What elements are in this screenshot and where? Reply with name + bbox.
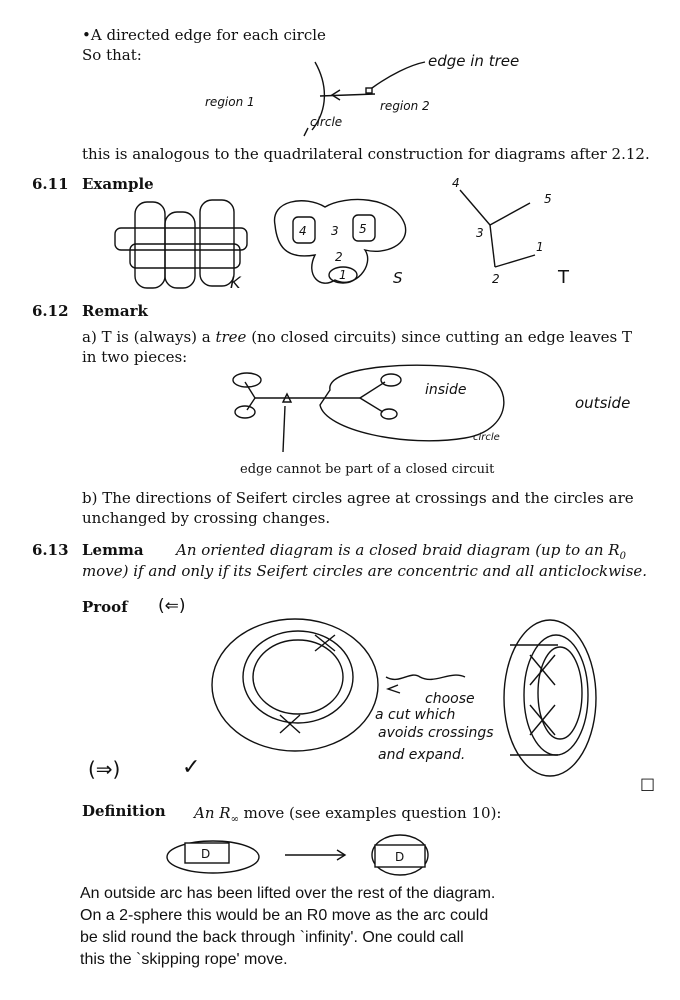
note-line4: and expand. bbox=[378, 747, 466, 763]
section-613-number: 6.13 bbox=[32, 541, 69, 559]
so-that: So that: bbox=[82, 46, 142, 64]
proof-direction: (⇐) bbox=[158, 596, 186, 616]
concentric-figure bbox=[210, 615, 680, 785]
middle-circle bbox=[243, 631, 353, 723]
tree-cut-figure bbox=[225, 360, 665, 460]
k-label: K bbox=[230, 273, 241, 292]
pointer-line bbox=[372, 62, 425, 88]
remark-b-line2: unchanged by crossing changes. bbox=[82, 509, 331, 527]
leaf-edge-1 bbox=[245, 382, 255, 398]
section-612-number: 6.12 bbox=[32, 302, 69, 320]
left-d-label: D bbox=[201, 847, 211, 861]
inner-edge-2 bbox=[360, 398, 383, 412]
remark-a-prefix: a) T is (always) a bbox=[82, 328, 216, 346]
inner-circle bbox=[253, 640, 343, 714]
s-label-3: 3 bbox=[331, 224, 339, 238]
caption-line4: this the `skipping rope' move. bbox=[80, 951, 288, 968]
note-line2: a cut which bbox=[375, 707, 456, 723]
caption-line3: be slid round the back through `infinity'. One could call bbox=[80, 929, 464, 946]
circle-pointer bbox=[304, 128, 308, 136]
t-node-2: 2 bbox=[492, 272, 500, 286]
squiggle bbox=[386, 675, 465, 679]
edge-in-tree-label: edge in tree bbox=[428, 52, 520, 70]
tree-edge-3 bbox=[490, 225, 495, 267]
t-label: T bbox=[558, 267, 569, 288]
definition-text bbox=[194, 804, 501, 829]
s-label-5: 5 bbox=[359, 222, 367, 236]
caption-line1: An outside arc has been lifted over the rest of the diagram. bbox=[80, 885, 496, 902]
lemma-line2: move) if and only if its Seifert circles are concentric and all anticlockwise. bbox=[82, 562, 648, 580]
section-611-title: Example bbox=[82, 175, 154, 193]
s-label-4: 4 bbox=[299, 224, 307, 238]
region1-label: region 1 bbox=[205, 95, 255, 109]
remark-a-tree: tree bbox=[215, 328, 247, 346]
crossing-1 bbox=[280, 715, 300, 733]
circle-label: circle bbox=[310, 115, 343, 129]
lemma-r0-sub: 0 bbox=[619, 551, 626, 562]
inside-circle bbox=[320, 365, 504, 441]
outer-circle bbox=[212, 619, 378, 751]
t-node-4: 4 bbox=[452, 176, 460, 190]
edge-caption: edge cannot be part of a closed circuit bbox=[240, 462, 495, 477]
knot-lobe-1 bbox=[135, 202, 165, 288]
inner-leaf-2 bbox=[381, 409, 397, 419]
note-line3: avoids crossings bbox=[378, 725, 494, 741]
caption-pointer bbox=[283, 406, 285, 452]
s-label: S bbox=[393, 269, 403, 287]
s-label-2: 2 bbox=[335, 250, 343, 264]
tree-t-figure bbox=[440, 175, 600, 295]
analogous-text: this is analogous to the quadrilateral construction for diagrams after 2.12. bbox=[82, 145, 650, 163]
bullet-line: •A directed edge for each circle bbox=[82, 26, 326, 44]
bullet-text: A directed edge for each circle bbox=[90, 26, 326, 44]
directed-edge-figure bbox=[200, 50, 560, 140]
edge-marker bbox=[366, 88, 372, 93]
d-inner bbox=[538, 647, 582, 739]
check-mark: ✓ bbox=[182, 755, 201, 780]
remark-a-rest: (no closed circuits) since cutting an edge leaves T bbox=[246, 328, 632, 346]
note-line1: choose bbox=[425, 691, 475, 707]
tree-edge-4 bbox=[460, 190, 490, 225]
d-mid bbox=[524, 635, 588, 755]
tree-edge-1 bbox=[495, 255, 535, 267]
inner-leaf-1 bbox=[381, 374, 401, 386]
remark-a-line1 bbox=[82, 328, 632, 346]
remark-b-line1: b) The directions of Seifert circles agree at crossings and the circles are bbox=[82, 489, 634, 507]
section-612-title: Remark bbox=[82, 302, 148, 320]
s-label-1: 1 bbox=[339, 268, 347, 282]
definition-pre: An R bbox=[194, 804, 231, 822]
region2-label: region 2 bbox=[380, 99, 430, 113]
proof-label: Proof bbox=[82, 598, 128, 616]
knot-lobe-3 bbox=[200, 200, 234, 286]
tree-edge bbox=[320, 94, 375, 96]
outside-label: outside bbox=[575, 394, 631, 412]
t-node-1: 1 bbox=[536, 240, 544, 254]
knot-k-figure bbox=[110, 190, 260, 300]
definition-label: Definition bbox=[82, 802, 166, 820]
section-611-number: 6.11 bbox=[32, 175, 69, 193]
tree-edge-5 bbox=[490, 203, 530, 225]
remark-a-line2: in two pieces: bbox=[82, 348, 188, 366]
inner-edge-1 bbox=[360, 382, 385, 398]
inside-label: inside bbox=[425, 382, 467, 398]
squiggle-arrow bbox=[388, 685, 400, 693]
definition-sub: ∞ bbox=[230, 814, 239, 825]
definition-post: move (see examples question 10): bbox=[238, 804, 502, 822]
seifert-s-figure bbox=[265, 195, 425, 295]
t-node-3: 3 bbox=[476, 226, 484, 240]
leaf-2 bbox=[235, 406, 255, 418]
r-infinity-figure bbox=[165, 835, 465, 885]
reverse-direction: (⇒) bbox=[88, 757, 121, 781]
qed-box: □ bbox=[640, 774, 656, 793]
lemma-line1-text: An oriented diagram is a closed braid diagram (up to an R bbox=[176, 541, 620, 559]
section-613-title: Lemma bbox=[82, 541, 144, 559]
t-node-5: 5 bbox=[544, 192, 552, 206]
right-d-label: D bbox=[395, 850, 405, 864]
caption-line2: On a 2-sphere this would be an R0 move as the arc could bbox=[80, 907, 489, 924]
circle-label-2: circle bbox=[473, 432, 500, 443]
knot-strand-h2 bbox=[130, 244, 240, 268]
